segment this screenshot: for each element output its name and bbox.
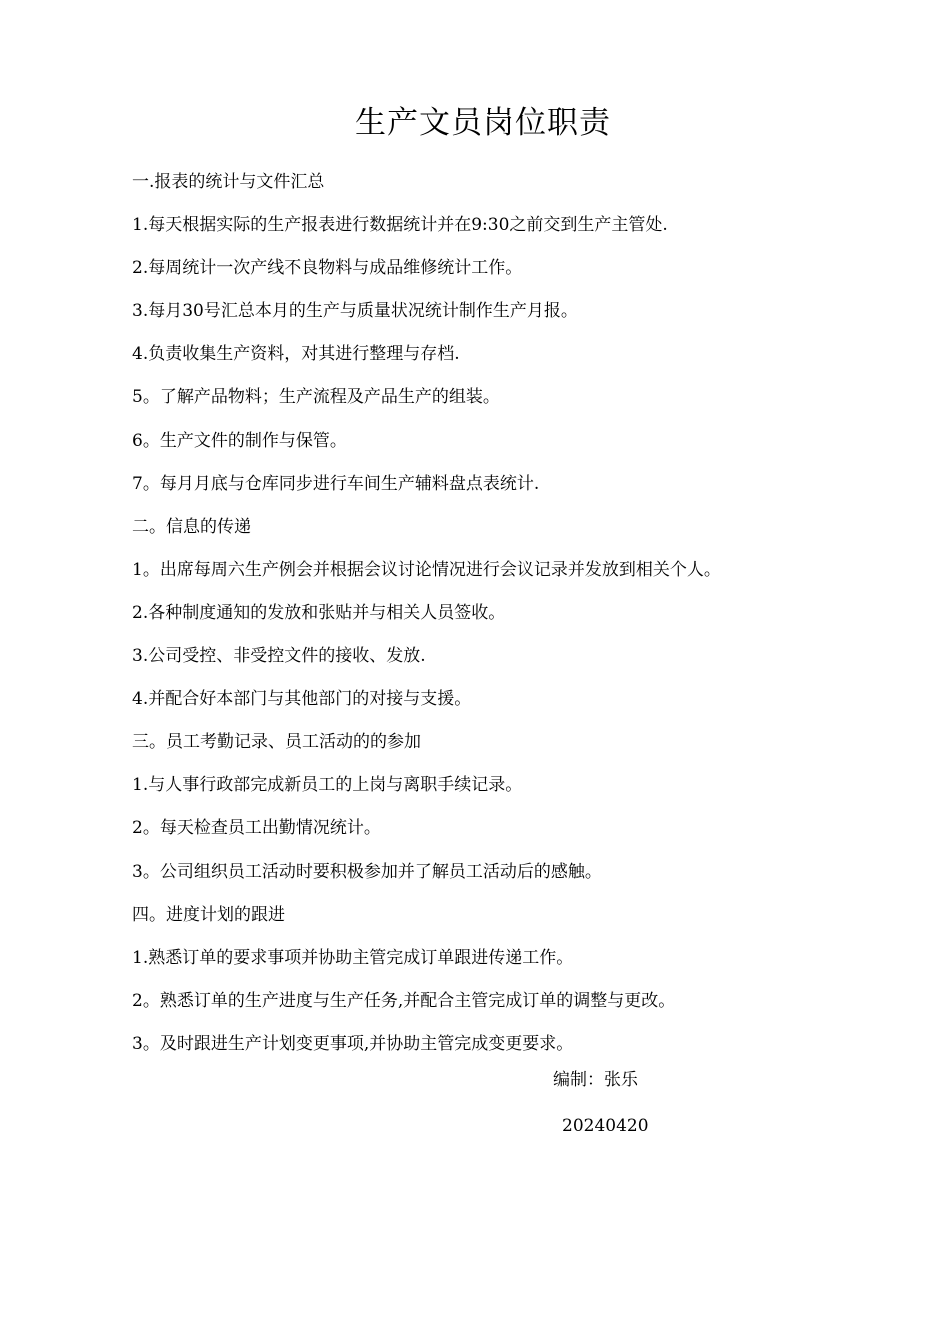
section-heading-3: 三。员工考勤记录、员工活动的的参加 — [132, 732, 421, 753]
list-item: 4.并配合好本部门与其他部门的对接与支援。 — [132, 689, 472, 710]
list-item: 7。每月月底与仓库同步进行车间生产辅料盘点表统计. — [132, 473, 540, 494]
list-item: 2。熟悉订单的生产进度与生产任务,并配合主管完成订单的调整与更改。 — [132, 990, 676, 1011]
signoff-block — [553, 1066, 753, 1140]
list-item: 3.公司受控、非受控文件的接收、发放. — [132, 646, 426, 667]
list-item: 1。出席每周六生产例会并根据会议讨论情况进行会议记录并发放到相关个人。 — [132, 559, 721, 580]
section-heading-1: 一.报表的统计与文件汇总 — [132, 172, 325, 192]
list-item: 6。生产文件的制作与保管。 — [132, 430, 347, 451]
list-item: 2.每周统计一次产线不良物料与成品维修统计工作。 — [132, 258, 523, 279]
document-title: 生产文员岗位职责 — [355, 105, 611, 141]
list-item: 5。了解产品物料；生产流程及产品生产的组装。 — [132, 387, 500, 408]
document-body — [132, 161, 852, 1066]
list-item: 1.每天根据实际的生产报表进行数据统计并在9:30之前交到生产主管处. — [132, 215, 668, 236]
list-item: 1.与人事行政部完成新员工的上岗与离职手续记录。 — [132, 775, 523, 796]
list-item: 4.负责收集生产资料，对其进行整理与存档. — [132, 344, 460, 365]
list-item: 3。及时跟进生产计划变更事项,并协助主管完成变更要求。 — [132, 1033, 574, 1054]
list-item: 3.每月30号汇总本月的生产与质量状况统计制作生产月报。 — [132, 301, 578, 322]
list-item: 1.熟悉订单的要求事项并协助主管完成订单跟进传递工作。 — [132, 947, 574, 968]
list-item: 2。每天检查员工出勤情况统计。 — [132, 818, 381, 839]
section-heading-4: 四。进度计划的跟进 — [132, 904, 285, 925]
editor-signature: 编制：张乐 — [553, 1070, 638, 1090]
section-heading-2: 二。信息的传递 — [132, 516, 251, 537]
list-item: 3。公司组织员工活动时要积极参加并了解员工活动后的感触。 — [132, 861, 602, 882]
document-date: 20240420 — [562, 1116, 649, 1136]
list-item: 2.各种制度通知的发放和张贴并与相关人员签收。 — [132, 602, 506, 623]
